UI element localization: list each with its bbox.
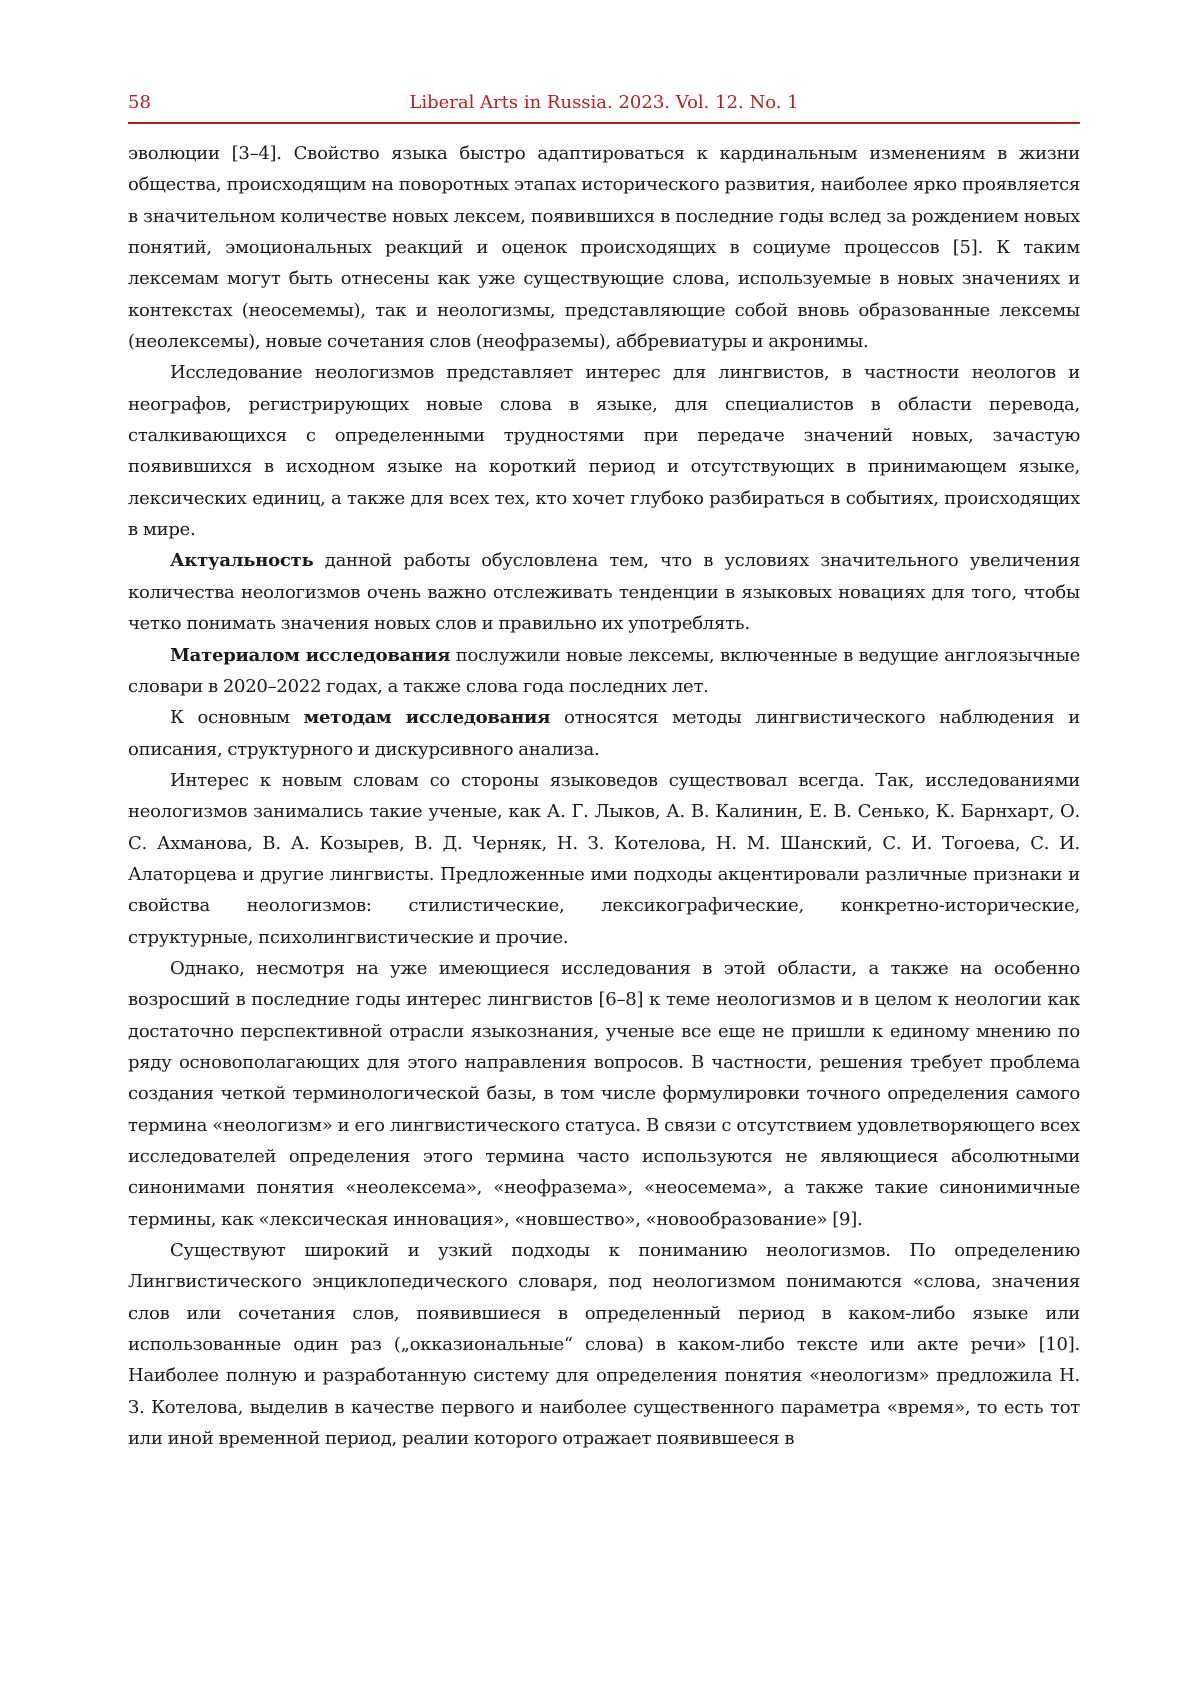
running-title: Liberal Arts in Russia. 2023. Vol. 12. No. 1 bbox=[409, 92, 799, 113]
article-body bbox=[128, 138, 1080, 1454]
paragraph-text: К основным bbox=[170, 707, 304, 729]
paragraph bbox=[128, 545, 1080, 639]
paragraph bbox=[128, 765, 1080, 953]
page-header bbox=[128, 90, 1080, 124]
paragraph bbox=[128, 953, 1080, 1235]
bold-term: Актуальность bbox=[170, 550, 314, 572]
bold-term: Материалом исследования bbox=[170, 644, 451, 666]
paragraph-text: Интерес к новым словам со стороны языковедов существовал всегда. Так, исследованиями неологизмов занимались такие ученые, как А. Г. Лыков, А. В. Калинин, Е. В. Сенько, К. Барнхарт, О. С. Ахманова, В. А. Козырев, В. Д. Черняк, Н. З. Котелова, Н. М. Шанский, С. И. Тогоева, С. И. Алаторцева и другие лингвисты. Предложенные ими подходы акцентировали различные признаки и свойства неологизмов: стилистические, лексикографические, конкретно-исторические, структурные, психолингвистические и прочие. bbox=[128, 769, 1080, 948]
paragraph-text: эволюции [3–4]. Свойство языка быстро адаптироваться к кардинальным изменениям в жизни общества, происходящим на поворотных этапах исторического развития, наиболее ярко проявляется в значительном количестве новых лексем, появившихся в последние годы вслед за рождением новых понятий, эмоциональных реакций и оценок происходящих в социуме процессов [5]. К таким лексемам могут быть отнесены как уже существующие слова, используемые в новых значениях и контекстах (неосемемы), так и неологизмы, представляющие собой вновь образованные лексемы (неолексемы), новые сочетания слов (неофраземы), аббревиатуры и акронимы. bbox=[128, 143, 1080, 353]
paragraph-text: послужили новые лексемы, включенные в ведущие англоязычные словари в 2020–2022 годах, а также слова года последних лет. bbox=[128, 644, 1081, 697]
paragraph bbox=[128, 640, 1080, 703]
paragraph-text: Существуют широкий и узкий подходы к пониманию неологизмов. По определению Лингвистического энциклопедического словаря, под неологизмом понимаются «слова, значения слов или сочетания слов, появившиеся в определенный период в каком-либо языке или использованные один раз („окказиональные“ слова) в каком-либо тексте или акте речи» [10]. Наиболее полную и разработанную систему для определения понятия «неологизм» предложила Н. З. Котелова, выделив в качестве первого и наиболее существенного параметра «время», то есть тот или иной временной период, реалии которого отражает появившееся в bbox=[128, 1240, 1080, 1450]
bold-term: методам исследования bbox=[303, 707, 551, 729]
paragraph-text: Исследование неологизмов представляет интерес для лингвистов, в частности неологов и неографов, регистрирующих новые слова в языке, для специалистов в области перевода, сталкивающихся с определенными трудностями при передаче значений новых, зачастую появившихся в исходном языке на короткий период и отсутствующих в принимающем языке, лексических единиц, а также для всех тех, кто хочет глубоко разбираться в событиях, происходящих в мире. bbox=[128, 362, 1080, 541]
paragraph bbox=[128, 1235, 1080, 1454]
paragraph-text: Однако, несмотря на уже имеющиеся исследования в этой области, а также на особенно возросший в последние годы интерес лингвистов [6–8] к теме неологизмов и в целом к неологии как достаточно перспективной отрасли языкознания, ученые все еще не пришли к единому мнению по ряду основополагающих для этого направления вопросов. В частности, решения требует проблема создания четкой терминологической базы, в том числе формулировки точного определения самого термина «неологизм» и его лингвистического статуса. В связи с отсутствием удовлетворяющего всех исследователей определения этого термина часто используются не являющиеся абсолютными синонимами понятия «неолексема», «неофразема», «неосемема», а также такие синонимичные термины, как «лексическая инновация», «новшество», «новообразование» [9]. bbox=[128, 957, 1080, 1230]
paragraph bbox=[128, 138, 1080, 357]
page-number: 58 bbox=[128, 92, 151, 113]
paragraph-text: относятся методы лингвистического наблюдения и описания, структурного и дискурсивного анализа. bbox=[128, 707, 1080, 760]
paragraph bbox=[128, 357, 1080, 545]
paragraph bbox=[128, 702, 1080, 765]
paragraph-text: данной работы обусловлена тем, что в условиях значительного увеличения количества неологизмов очень важно отслеживать тенденции в языковых новациях для того, чтобы четко понимать значения новых слов и правильно их употреблять. bbox=[128, 550, 1080, 635]
